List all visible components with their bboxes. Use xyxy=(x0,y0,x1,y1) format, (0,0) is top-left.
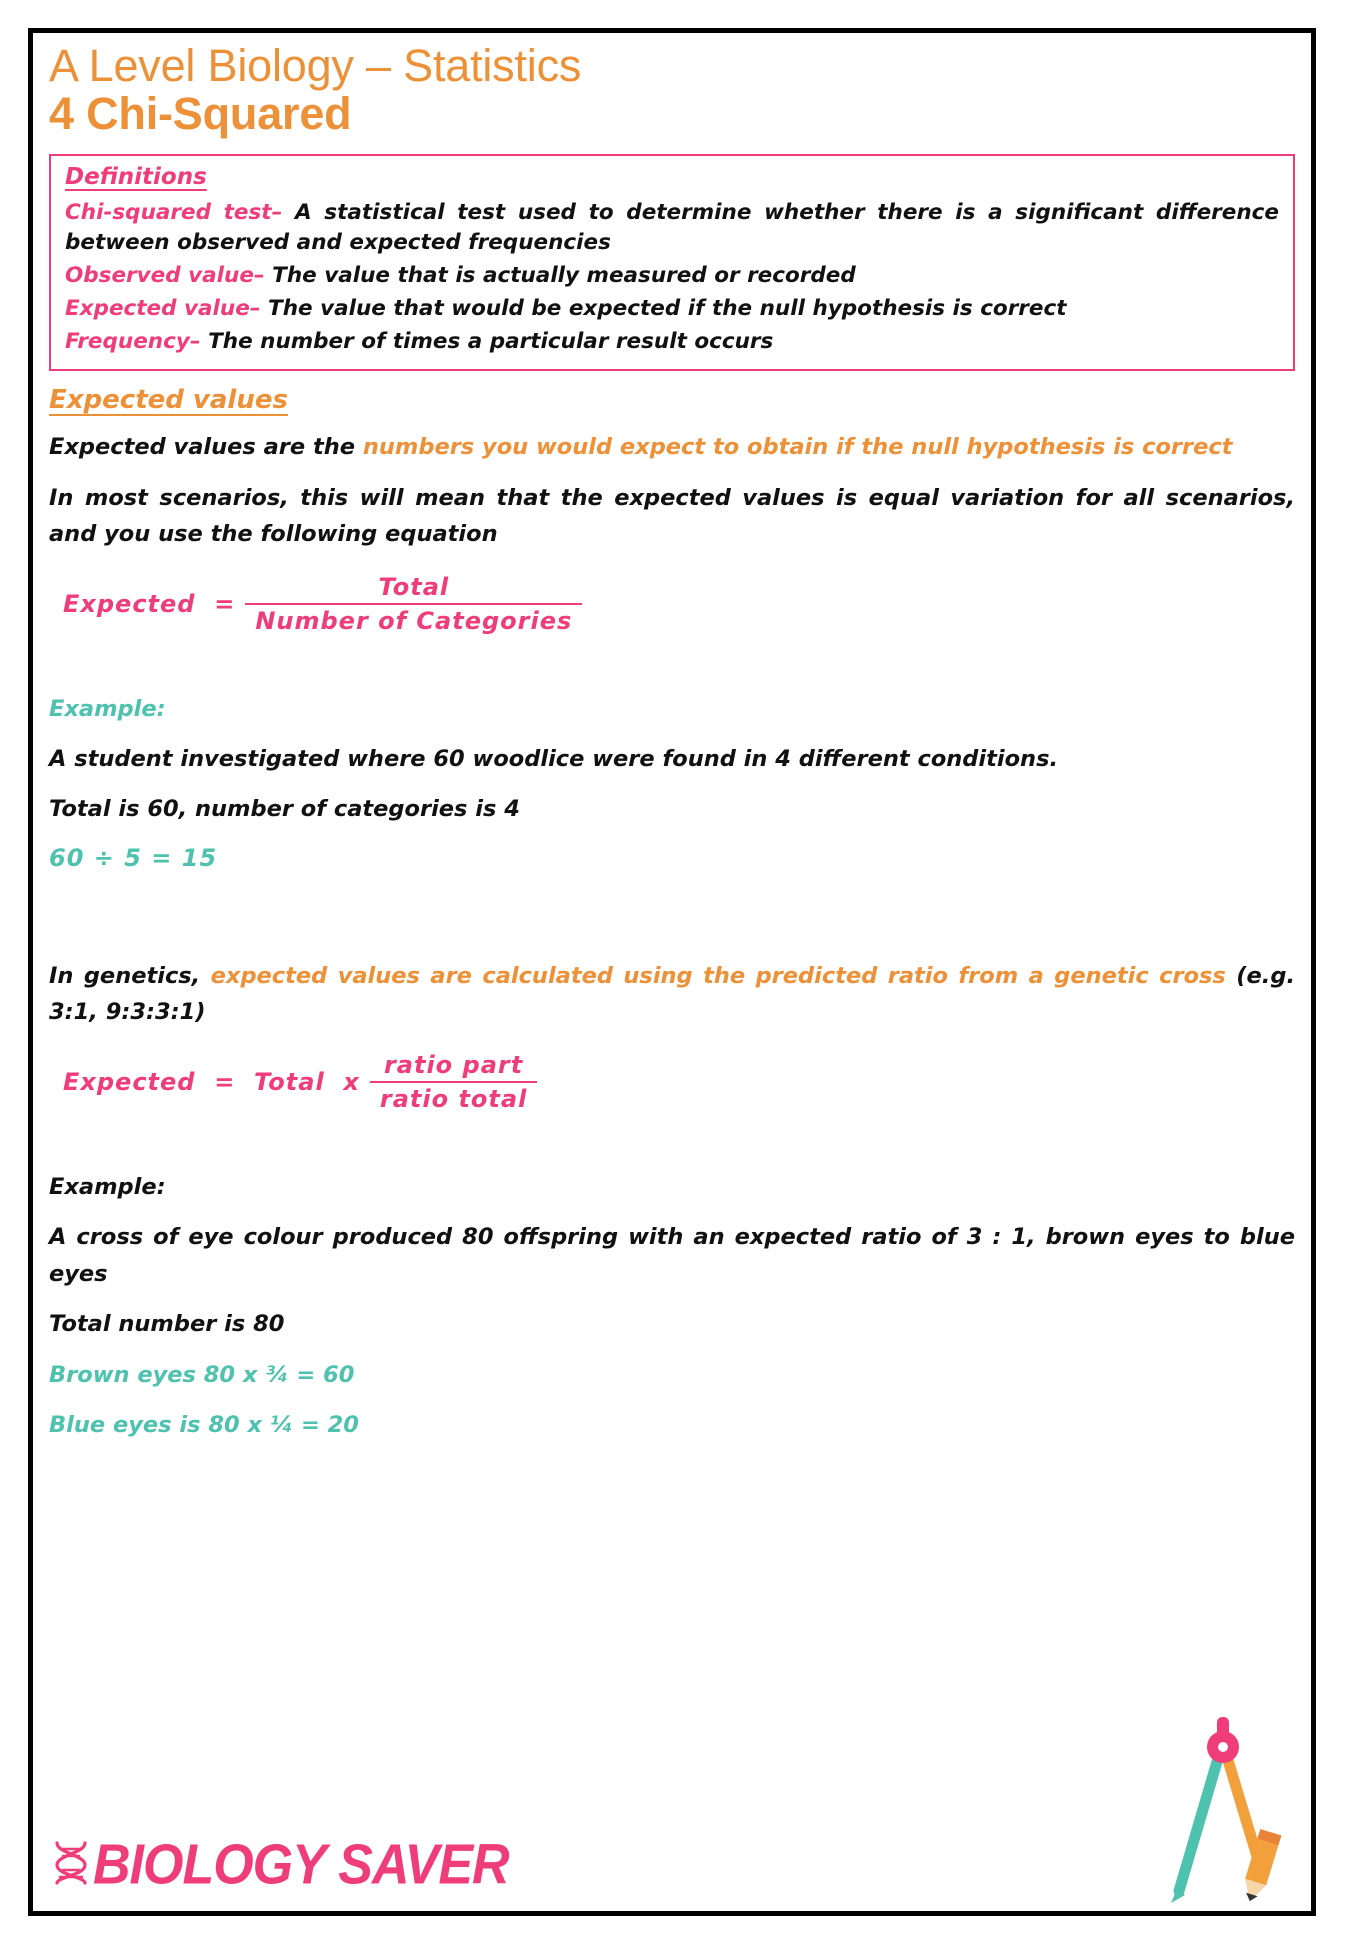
logo-text: BIOLOGY SAVER xyxy=(93,1833,509,1897)
definition-text: The value that would be expected if the null hypothesis is correct xyxy=(268,296,1067,322)
example-2-result-blue: Blue eyes is 80 x ¼ = 20 xyxy=(49,1411,359,1438)
spacer xyxy=(49,928,1295,958)
paragraph-orange-part: numbers you would expect to obtain if the null hypothesis is correct xyxy=(362,434,1233,461)
definition-item xyxy=(65,198,1279,258)
example-2-line-2: Total number is 80 xyxy=(49,1311,285,1338)
genetics-black-part-2: (e.g. 3:1, 9:3:3:1) xyxy=(49,962,1296,1026)
definition-text: The value that is actually measured or recorded xyxy=(272,262,856,288)
spacer xyxy=(49,635,1295,691)
definition-term: Frequency xyxy=(65,329,190,355)
compass-pencil-icon xyxy=(1141,1713,1301,1907)
formula-expected-total-over-categories xyxy=(63,573,1295,635)
definition-item xyxy=(65,261,1279,291)
definition-text: The number of times a particular result occurs xyxy=(208,329,774,355)
page-content xyxy=(49,41,1295,1443)
definition-term: Chi-squared test xyxy=(65,199,272,225)
expected-values-paragraph-2: In most scenarios, this will mean that the expected values is equal variation for all scenarios, and you use the following equation xyxy=(49,484,1295,548)
definitions-heading: Definitions xyxy=(65,163,207,190)
page-title-line1: A Level Biology – Statistics xyxy=(49,40,582,91)
example-1-line-2: Total is 60, number of categories is 4 xyxy=(49,796,520,823)
genetics-paragraph xyxy=(49,958,1295,1031)
section-heading-expected-values: Expected values xyxy=(49,385,288,416)
definition-dash: – xyxy=(189,329,201,355)
example-1-calculation: 60 ÷ 5 = 15 xyxy=(49,843,218,872)
spacer xyxy=(49,1113,1295,1169)
dna-helix-icon xyxy=(51,1839,91,1889)
formula-lhs: Expected = xyxy=(63,589,236,618)
formula-lhs: Expected = Total x xyxy=(63,1067,360,1096)
definition-text: A statistical test used to determine whether there is a significant difference between observed and expected frequencies xyxy=(65,199,1279,255)
definition-term: Expected value xyxy=(65,296,250,322)
formula-expected-total-times-ratio xyxy=(63,1051,1295,1113)
fraction-numerator: ratio part xyxy=(383,1050,524,1079)
definition-dash: – xyxy=(253,262,265,288)
genetics-black-part-1: In genetics, xyxy=(49,962,211,989)
example-2-label: Example: xyxy=(49,1173,166,1200)
fraction xyxy=(245,573,582,635)
spacer xyxy=(49,872,1295,928)
example-2-line-1: A cross of eye colour produced 80 offspring with an expected ratio of 3 : 1, brown eyes to blue eyes xyxy=(49,1224,1295,1287)
worksheet-page xyxy=(28,28,1316,1916)
fraction-denominator: ratio total xyxy=(370,1081,537,1113)
fraction xyxy=(370,1051,537,1113)
example-2-result-brown: Brown eyes 80 x ¾ = 60 xyxy=(49,1361,355,1388)
fraction-numerator: Total xyxy=(378,572,450,601)
page-title-line2: 4 Chi-Squared xyxy=(49,88,352,140)
definitions-box xyxy=(49,154,1295,371)
definition-item xyxy=(65,327,1279,357)
definition-item xyxy=(65,294,1279,324)
definition-term: Observed value xyxy=(65,262,254,288)
example-1-line-1: A student investigated where 60 woodlice were found in 4 different conditions. xyxy=(49,746,1059,772)
definition-dash: – xyxy=(249,296,261,322)
genetics-orange-part: expected values are calculated using the predicted ratio from a genetic cross xyxy=(210,962,1226,989)
paragraph-black-part: Expected values are the xyxy=(49,434,363,461)
definition-dash: – xyxy=(271,199,283,225)
fraction-denominator: Number of Categories xyxy=(245,603,582,635)
footer-logo xyxy=(51,1833,509,1897)
example-1-label: Example: xyxy=(49,695,166,722)
expected-values-paragraph-1 xyxy=(49,429,1295,465)
